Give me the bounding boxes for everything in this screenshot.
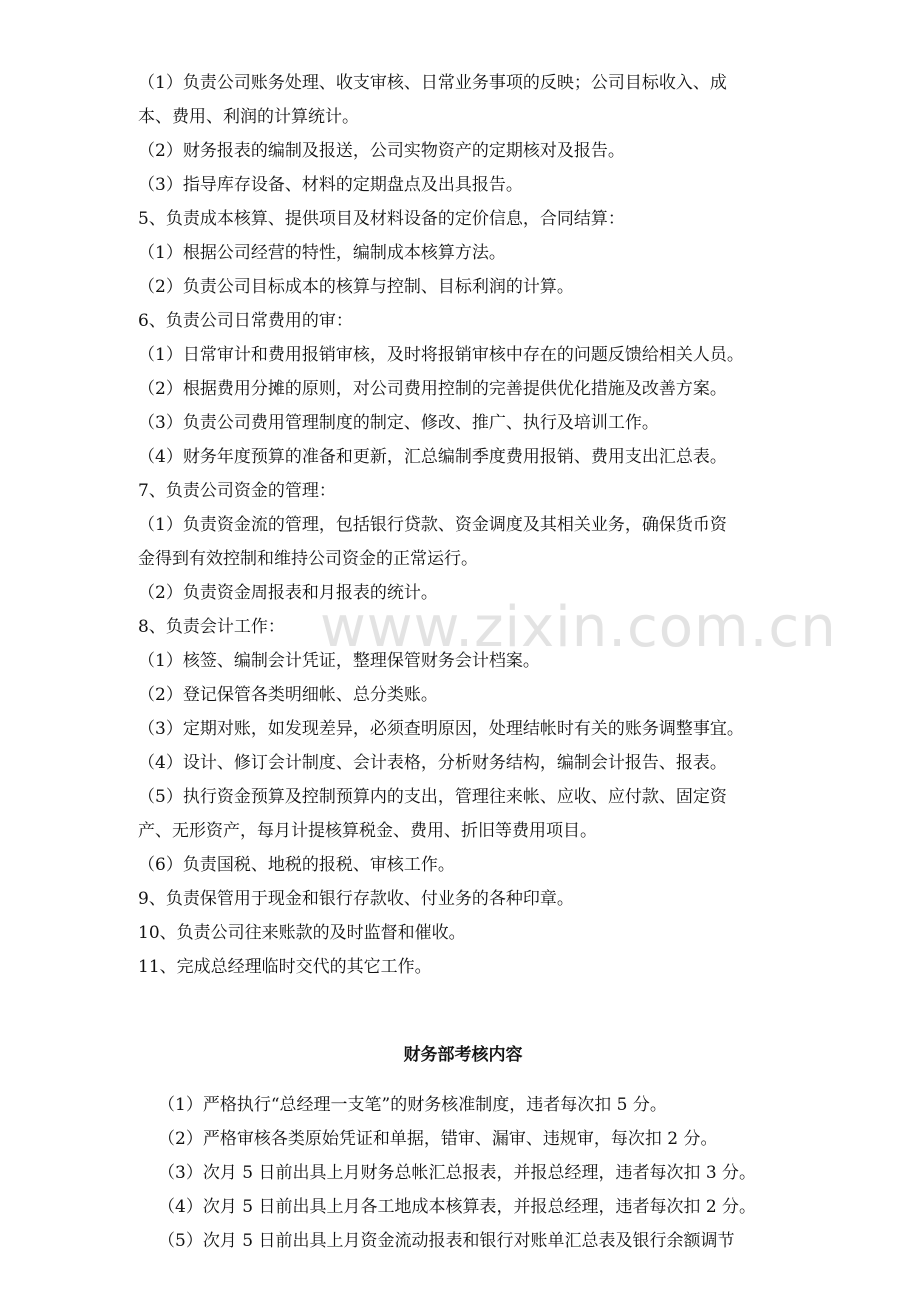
duty-line: （1）负责资金流的管理，包括银行贷款、资金调度及其相关业务，确保货币资 [138,515,727,535]
assessment-item: （2）严格审核各类原始凭证和单据，错审、漏审、违规审，每次扣 2 分。 [158,1129,718,1150]
assessment-list [138,1088,788,1258]
duty-line: （4）财务年度预算的准备和更新，汇总编制季度费用报销、费用支出汇总表。 [138,447,727,467]
duty-heading: 11、完成总经理临时交代的其它工作。 [138,957,432,977]
duty-line: 本、费用、利润的计算统计。 [138,107,359,127]
duty-line: （3）定期对账，如发现差异，必须查明原因，处理结帐时有关的账务调整事宜。 [138,719,744,739]
duty-heading: 9、负责保管用于现金和银行存款收、付业务的各种印章。 [138,889,574,909]
duty-line: （6）负责国税、地税的报税、审核工作。 [138,855,455,875]
duty-line: （2）负责资金周报表和月报表的统计。 [138,583,438,603]
duties-list [138,66,788,984]
assessment-item: （3）次月 5 日前出具上月财务总帐汇总报表，并报总经理，违者每次扣 3 分。 [158,1163,757,1184]
assessment-item: （1）严格执行“总经理一支笔”的财务核准制度，违者每次扣 5 分。 [158,1095,667,1116]
assessment-item: （4）次月 5 日前出具上月各工地成本核算表，并报总经理，违者每次扣 2 分。 [158,1197,757,1218]
duty-line: （2）财务报表的编制及报送，公司实物资产的定期核对及报告。 [138,141,625,161]
duty-line: （3）指导库存设备、材料的定期盘点及出具报告。 [138,175,523,195]
duty-line: （4）设计、修订会计制度、会计表格，分析财务结构，编制会计报告、报表。 [138,753,727,773]
watermark: www.zixin.com.cn [320,595,837,660]
duty-line: （5）执行资金预算及控制预算内的支出，管理往来帐、应收、应付款、固定资 [138,787,727,807]
duty-line: （3）负责公司费用管理制度的制定、修改、推广、执行及培训工作。 [138,413,659,433]
duty-heading: 8、负责会计工作： [138,617,285,637]
document-body [138,66,788,1258]
duty-line: 产、无形资产，每月计提核算税金、费用、折旧等费用项目。 [138,821,597,841]
duty-line: （2）根据费用分摊的原则，对公司费用控制的完善提供优化措施及改善方案。 [138,379,727,399]
duty-line: （1）根据公司经营的特性，编制成本核算方法。 [138,243,506,263]
duty-line: （1）负责公司账务处理、收支审核、日常业务事项的反映；公司目标收入、成 [138,73,727,93]
duty-heading: 6、负责公司日常费用的审： [138,311,353,331]
duty-line: （1）日常审计和费用报销审核，及时将报销审核中存在的问题反馈给相关人员。 [138,345,744,365]
duty-heading: 7、负责公司资金的管理： [138,481,336,501]
duty-line: （2）负责公司目标成本的核算与控制、目标利润的计算。 [138,277,574,297]
section-title: 财务部考核内容 [403,1045,523,1065]
duty-heading: 5、负责成本核算、提供项目及材料设备的定价信息，合同结算： [138,209,625,229]
duty-line: （2）登记保管各类明细帐、总分类账。 [138,685,438,705]
duty-heading: 10、负责公司往来账款的及时监督和催收。 [138,923,466,943]
duty-line: （1）核签、编制会计凭证，整理保管财务会计档案。 [138,651,540,671]
assessment-item: （5）次月 5 日前出具上月资金流动报表和银行对账单汇总表及银行余额调节 [158,1231,735,1252]
duty-line: 金得到有效控制和维持公司资金的正常运行。 [138,549,478,569]
